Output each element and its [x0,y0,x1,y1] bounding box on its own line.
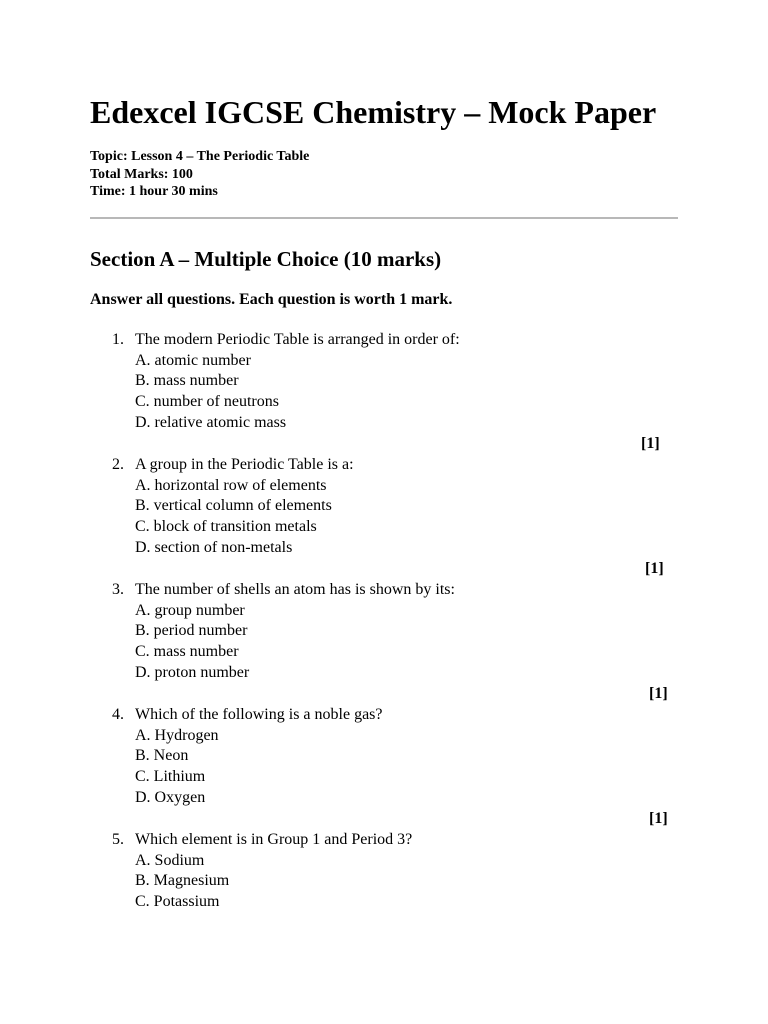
option-d: D. relative atomic mass [135,413,287,431]
total-marks-line: Total Marks: 100 [90,166,193,182]
mark-allocation: [1] [641,434,660,452]
question-number: 3. [112,581,124,598]
question-number: 5. [112,831,124,848]
section-title: Section A – Multiple Choice (10 marks) [90,247,442,271]
question-number: 1. [112,331,124,348]
mark-allocation: [1] [645,559,664,577]
divider [90,217,678,219]
option-c: C. Potassium [135,893,220,911]
option-d: D. Oxygen [135,788,206,806]
option-c: C. Lithium [135,768,206,786]
option-b: B. period number [135,622,248,640]
question-number: 2. [112,456,124,473]
option-b: B. mass number [135,372,239,390]
option-c: C. mass number [135,643,239,661]
option-a: A. Sodium [135,851,205,869]
option-a: A. horizontal row of elements [135,476,327,494]
option-c: C. number of neutrons [135,393,279,411]
option-a: A. Hydrogen [135,726,219,744]
question-text: Which element is in Group 1 and Period 3? [135,831,413,848]
section-instructions: Answer all questions. Each question is worth 1 mark. [90,291,453,308]
question-number: 4. [112,706,124,723]
option-a: A. atomic number [135,351,251,369]
option-d: D. section of non-metals [135,538,293,556]
question-text: The number of shells an atom has is shown by its: [135,581,455,598]
question-text: A group in the Periodic Table is a: [135,456,354,473]
paper-meta [90,148,309,201]
option-d: D. proton number [135,663,250,681]
paper-title: Edexcel IGCSE Chemistry – Mock Paper [90,94,657,130]
option-list [135,476,332,559]
option-b: B. vertical column of elements [135,497,332,515]
option-b: B. Neon [135,747,189,765]
option-list [135,601,249,684]
mark-allocation: [1] [649,809,668,827]
option-list [135,351,286,434]
option-c: C. block of transition metals [135,518,317,536]
time-line: Time: 1 hour 30 mins [90,184,218,199]
question-text: The modern Periodic Table is arranged in order of: [135,331,460,348]
mark-allocation: [1] [649,684,668,702]
option-a: A. group number [135,601,245,619]
option-list [135,726,219,809]
topic-line: Topic: Lesson 4 – The Periodic Table [90,149,310,164]
option-b: B. Magnesium [135,872,230,890]
question-text: Which of the following is a noble gas? [135,706,383,723]
option-list [135,851,229,913]
